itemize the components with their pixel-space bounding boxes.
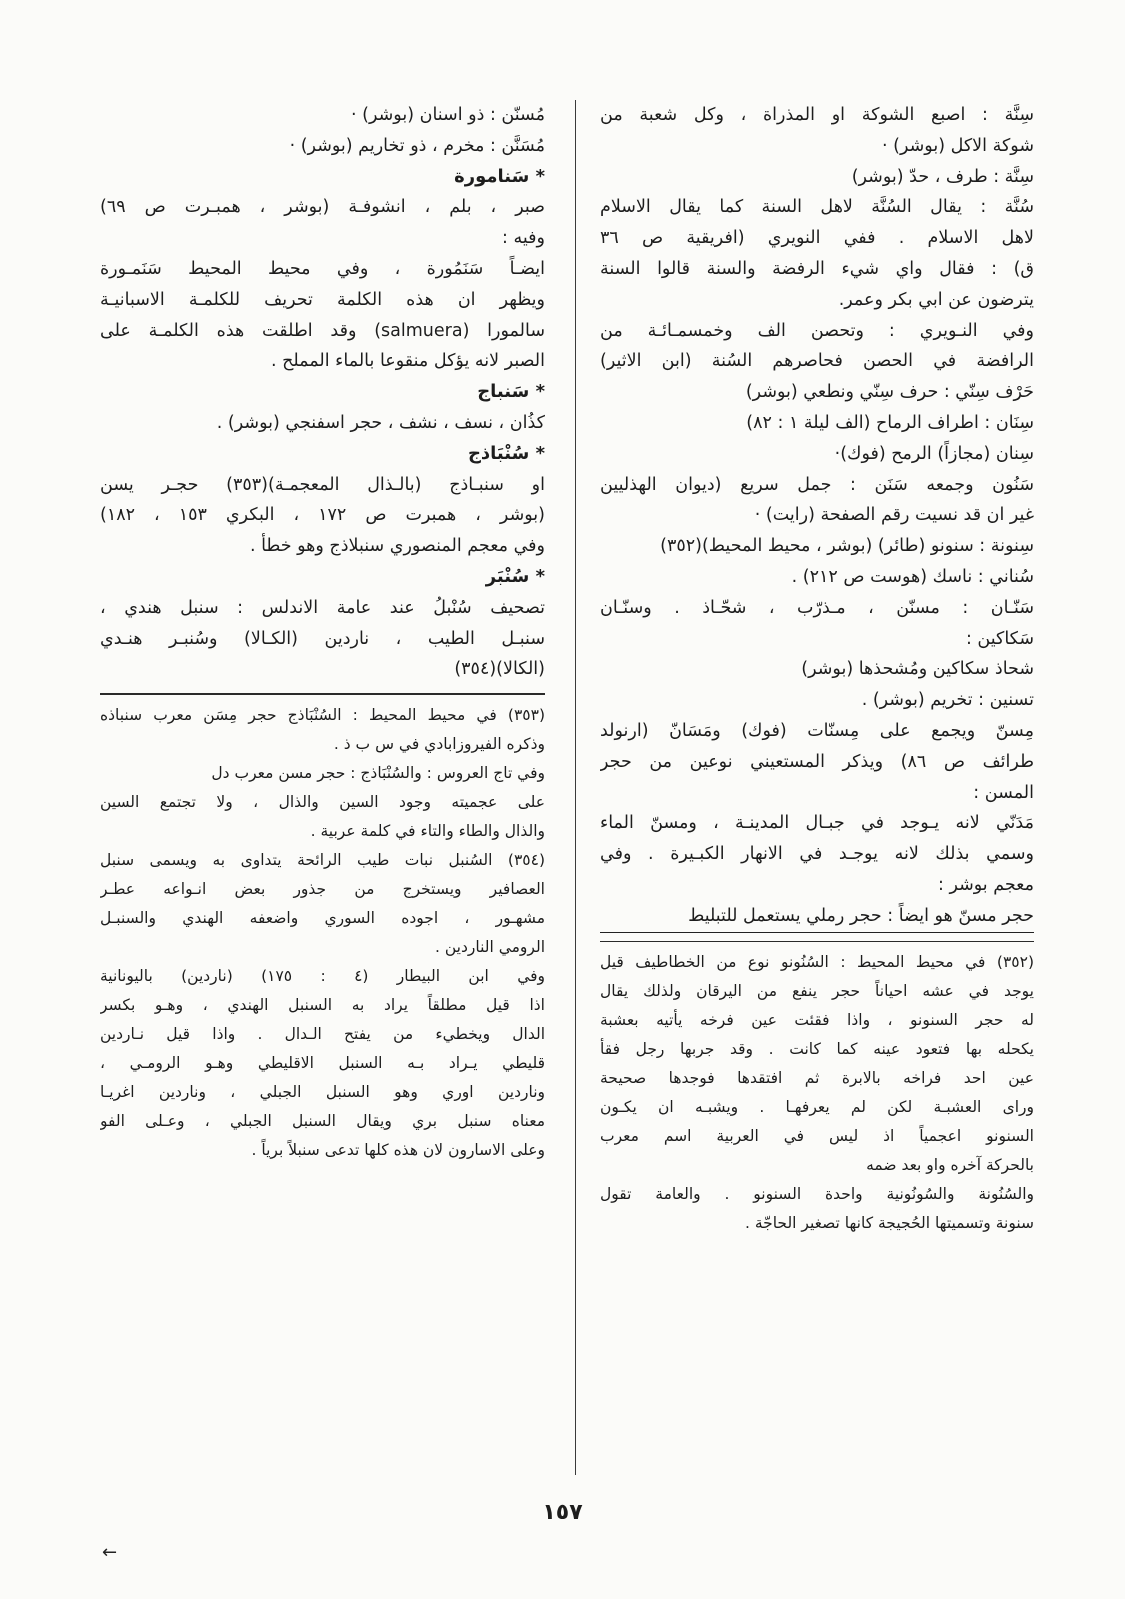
entry-line: شحاذ سكاكين ومُشحذها (بوشر)	[801, 659, 1034, 680]
entry-line: (بوشر ، همبرت ص ١٧٢ ، البكري ١٥٣ ، ١٨٢)	[100, 505, 545, 526]
right-column	[600, 100, 1034, 1238]
entry-line: سِنَّة : طرف ، حدّ (بوشر)	[851, 166, 1034, 187]
entry-line: سِنَان : اطراف الرماح (الف ليلة ١ : ٨٢)	[746, 412, 1034, 433]
entry-line: سِنَّة : اصبع الشوكة او المذراة ، وكل شعبة من	[600, 105, 1034, 125]
footnote-line: مشهـور ، اجوده السوري واضعفه الهندي والسنبـل	[100, 908, 545, 927]
footnote-line: معناه سنبل بري ويقال السنبل الجبلي ، وعـلى الفو	[100, 1111, 545, 1130]
entry-line: ايضـاً سَنَمُورة ، وفي محيط المحيط سَنَمـورة	[100, 258, 545, 279]
footnote-line: وفي تاج العروس : والسُنْبَاذج : حجر مسن معرب دل	[211, 763, 545, 782]
entry-line: سُنَّة : يقال السُنَّة لاهل السنة كما يقال الاسلام	[600, 197, 1034, 218]
footnote-line: وعلى الاسارون لان هذه كلها تدعى سنبلاً برياً .	[251, 1140, 545, 1159]
entry-line: الرافضة في الحصن فحاصرهم السُنة (ابن الاثير)	[600, 351, 1034, 372]
page-number: ١٥٧	[542, 1500, 583, 1525]
footnote-line: اذا قيل مطلقاً يراد به السنبل الهندي ، وهـو بكسر	[100, 995, 545, 1014]
entry-line: مَدَنّي لانه يـوجد في جبـال المدينـة ، ومسنّ الماء	[600, 813, 1034, 834]
footnote-line: والسُنُونة والسُونُونية واحدة السنونو . والعامة تقول	[600, 1185, 1034, 1204]
footnote-divider-left	[100, 693, 545, 695]
footnote-line: له حجر السنونو ، واذا فقئت عين فرخه يأتيه بعشبة	[600, 1011, 1034, 1030]
entry-line: مُسَنَّن : مخرم ، ذو تخاريم (بوشر) ·	[289, 135, 545, 156]
entry-line: وفي معجم المنصوري سنبلاذج وهو خطأ .	[249, 536, 545, 557]
entry-line: سَنُون وجمعه سَنَن : جمل سريع (ديوان الهذليين	[600, 474, 1034, 495]
entry-line: الصبر لانه يؤكل منقوعا بالماء المملح .	[270, 351, 545, 372]
left-column-footnotes	[100, 701, 545, 1165]
entry-line: معجم بوشر :	[937, 874, 1034, 895]
footnote-line: (٣٥٢) في محيط المحيط : السُنُونو نوع من الخطاطيف قيل	[600, 953, 1034, 972]
entry-line: ق) : فقال واي شيء الرفضة والسنة قالوا السنة	[600, 258, 1034, 279]
footnote-line: وذكره الفيروزابادي في س ب ذ .	[333, 734, 545, 753]
entry-line: شوكة الاكل (بوشر) ·	[882, 135, 1034, 156]
entry-heading: * سُنْبَر	[485, 565, 545, 587]
footnote-line: يوجد في عشه احياناً حجر ينفع من اليرقان ولذلك يقال	[600, 982, 1034, 1001]
footnote-line: على عجميته وجود السين والذال ، ولا تجتمع السين	[100, 792, 545, 811]
footnote-line: السنونو اعجمياً اذ ليس في العربية اسم معرب	[600, 1127, 1034, 1146]
left-column	[100, 100, 545, 1165]
footnote-line: سنونة وتسميتها الحُجيجة كانها تصغير الحاجّة .	[744, 1214, 1034, 1233]
entry-line: او سنبـاذج (بالـذال المعجمـة)(٣٥٣) حجـر يسن	[100, 474, 545, 495]
footnote-line: والذال والطاء والتاء في كلمة عربية .	[310, 821, 545, 840]
entry-line: وسمي بذلك لانه يوجـد في الانهار الكبـيرة . وفي	[600, 844, 1034, 865]
entry-line: طرائف ص ٨٦) ويذكر المستعيني نوعين من حجر	[600, 751, 1034, 772]
entry-line: (الكالا)(٣٥٤)	[454, 659, 545, 680]
footnote-divider-right	[600, 941, 1034, 943]
footnote-line: العصافير ويستخرج من جذور بعض انـواعه عطـر	[100, 879, 545, 898]
right-column-entries	[600, 100, 1034, 933]
entry-line: مِسنّ ويجمع على مِسنّات (فوك) ومَسَانّ (ارنولد	[600, 720, 1034, 741]
entry-line: مُسنّن : ذو اسنان (بوشر) ·	[351, 105, 545, 125]
footnote-line: بالحركة آخره واو بعد ضمه	[866, 1156, 1034, 1175]
entry-line: سنبـل الطيب ، ناردين (الكـالا) وسُنبـر هنـدي	[100, 628, 545, 649]
entry-line: حَرْف سِنّي : حرف سِنّي ونطعي (بوشر)	[745, 382, 1034, 403]
entry-line: كذُان ، نسف ، نشف ، حجر اسفنجي (بوشر) .	[216, 412, 545, 433]
footnote-line: (٣٥٣) في محيط المحيط : السُنْبَاذج حجر مِسَن معرب سنباذه	[100, 705, 545, 724]
left-column-entries	[100, 100, 545, 685]
footnote-line: الدال ويخطيء من يفتح الـدال . واذا قيل نـاردين	[100, 1024, 545, 1043]
entry-line: صبر ، بلم ، انشوفـة (بوشر ، همبـرت ص ٦٩)	[100, 197, 545, 218]
continue-arrow-icon: ←	[102, 1542, 118, 1563]
entry-line: سالمورا (salmuera) وقد اطلقت هذه الكلمـة على	[100, 320, 545, 341]
footnote-line: عين احد فراخه بالابرة ثم افتقدها فوجدها صحيحة	[600, 1069, 1034, 1088]
entry-heading: * سَنباج	[477, 381, 545, 403]
entry-line: سُناني : ناسك (هوست ص ٢١٢) .	[791, 566, 1034, 587]
entry-line: سَكاكين :	[965, 628, 1034, 649]
footnote-line: وراى العشبـة لكن لم يعرفهـا . ويشبـه ان يكـون	[600, 1098, 1034, 1117]
entry-line: سَنّـان : مسنّن ، مـذرّب ، شحّـاذ . وسنّـان	[600, 597, 1034, 618]
footnote-line: وناردين اوري وهو السنبل الجبلي ، وناردين اغريـا	[100, 1082, 545, 1101]
entry-heading: * سُنْبَاذج	[467, 442, 545, 464]
entry-line: سِنان (مجازاً) الرمح (فوك)·	[834, 443, 1034, 464]
footnote-line: وفي ابن البيطار (٤ : ١٧٥) (ناردين) باليونانية	[100, 966, 545, 985]
entry-line: لاهل الاسلام . ففي النويري (افريقية ص ٣٦	[600, 228, 1034, 249]
entry-line: حجر مسنّ هو ايضاً : حجر رملي يستعمل للتبليط	[600, 901, 1034, 933]
footnote-line: (٣٥٤) السُنبل نبات طيب الرائحة يتداوى به ويسمى سنبل	[100, 850, 545, 869]
footnote-line: قليطي يـراد بـه السنبل الاقليطي وهـو الرومـي ،	[100, 1053, 545, 1072]
entry-line: سِنونة : سنونو (طائر) (بوشر ، محيط المحيط)(٣٥٢)	[660, 536, 1034, 557]
footnote-line: الرومي الناردين .	[435, 937, 545, 956]
entry-line: يترضون عن ابي بكر وعمر.	[838, 289, 1034, 310]
entry-line: وفيه :	[502, 228, 545, 249]
entry-line: المسن :	[973, 782, 1034, 803]
footnote-line: يكحله بها فتعود عينه كما كانت . وقد جربها رجل فقأ	[600, 1040, 1034, 1059]
entry-line: ويظهر ان هذه الكلمة تحريف للكلمـة الاسبانيـة	[100, 289, 545, 310]
column-divider	[575, 100, 576, 1475]
entry-line: وفي النـويري : وتحصن الف وخمسمـائـة من	[600, 320, 1034, 341]
entry-line: تصحيف سُنْبلُ عند عامة الاندلس : سنبل هندي ،	[100, 597, 545, 618]
entry-line: تسنين : تخريم (بوشر) .	[861, 690, 1034, 711]
right-column-footnotes	[600, 948, 1034, 1238]
entry-line: غير ان قد نسيت رقم الصفحة (رايت) ·	[754, 505, 1034, 526]
entry-heading: * سَنامورة	[454, 165, 545, 187]
